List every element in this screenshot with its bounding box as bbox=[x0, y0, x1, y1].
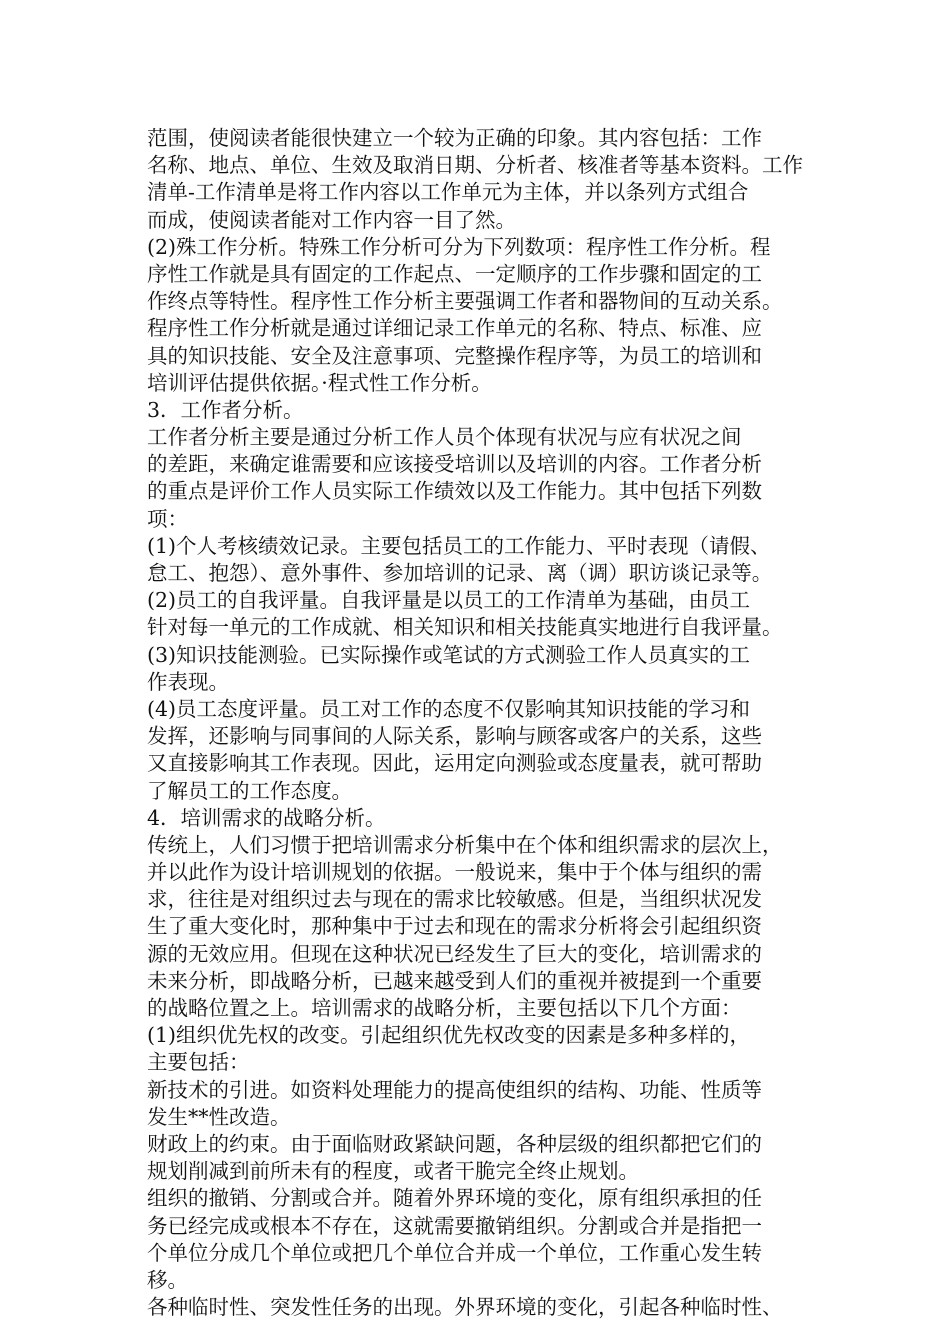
text-line: (3)知识技能测验。已实际操作或笔试的方式测验工作人员真实的工 bbox=[147, 642, 751, 667]
text-line: 又直接影响其工作表现。因此，运用定向测验或态度量表，就可帮助 bbox=[147, 751, 762, 776]
text-line: 工作者分析主要是通过分析工作人员个体现有状况与应有状况之间 bbox=[147, 425, 742, 450]
text-line: 移。 bbox=[147, 1267, 188, 1292]
text-line: 组织的撤销、分割或合并。随着外界环境的变化，原有组织承担的任 bbox=[147, 1186, 762, 1211]
text-line: (1)组织优先权的改变。引起组织优先权改变的因素是多种多样的， bbox=[147, 1023, 751, 1048]
text-line: 项： bbox=[147, 506, 188, 531]
text-line: 发挥，还影响与同事间的人际关系，影响与顾客或客户的关系，这些 bbox=[147, 724, 762, 749]
text-line: 务已经完成或根本不存在，这就需要撤销组织。分割或合并是指把一 bbox=[147, 1213, 762, 1238]
text-line: 而成，使阅读者能对工作内容一目了然。 bbox=[147, 207, 516, 232]
text-line: 具的知识技能、安全及注意事项、完整操作程序等，为员工的培训和 bbox=[147, 343, 762, 368]
text-line: 的差距，来确定谁需要和应该接受培训以及培训的内容。工作者分析 bbox=[147, 452, 762, 477]
text-line: 并以此作为设计培训规划的依据。一般说来，集中于个体与组织的需 bbox=[147, 860, 762, 885]
text-line: 规划削减到前所未有的程度，或者干脆完全终止规划。 bbox=[147, 1159, 639, 1184]
text-line: 了解员工的工作态度。 bbox=[147, 778, 352, 803]
text-line: 名称、地点、单位、生效及取消日期、分析者、核准者等基本资料。工作 bbox=[147, 153, 803, 178]
text-line: 未来分析，即战略分析，已越来越受到人们的重视并被提到一个重要 bbox=[147, 968, 762, 993]
text-line: (2)员工的自我评量。自我评量是以员工的工作清单为基础，由员工 bbox=[147, 588, 751, 613]
text-line: 作表现。 bbox=[147, 669, 229, 694]
text-line: 怠工、抱怨）、意外事件、参加培训的记录、离（调）职访谈记录等。 bbox=[147, 561, 773, 585]
text-line: 各种临时性、突发性任务的出现。外界环境的变化，引起各种临时性、 bbox=[147, 1295, 783, 1320]
text-line: 作终点等特性。程序性工作分析主要强调工作者和器物间的互动关系。 bbox=[147, 289, 783, 314]
text-line: (2)殊工作分析。特殊工作分析可分为下列数项：程序性工作分析。程 bbox=[147, 234, 771, 259]
text-line: 生了重大变化时，那种集中于过去和现在的需求分析将会引起组织资 bbox=[147, 914, 762, 939]
text-line: (4)员工态度评量。员工对工作的态度不仅影响其知识技能的学习和 bbox=[147, 696, 751, 721]
text-line: 清单-工作清单是将工作内容以工作单元为主体，并以条列方式组合 bbox=[147, 180, 749, 205]
text-line: (1)个人考核绩效记录。主要包括员工的工作能力、平时表现（请假、 bbox=[147, 533, 771, 558]
text-line: 财政上的约束。由于面临财政紧缺问题，各种层级的组织都把它们的 bbox=[147, 1131, 762, 1156]
text-line: 传统上，人们习惯于把培训需求分析集中在个体和组织需求的层次上， bbox=[147, 832, 783, 857]
text-line: 4．培训需求的战略分析。 bbox=[147, 805, 386, 830]
text-line: 范围，使阅读者能很快建立一个较为正确的印象。其内容包括：工作 bbox=[147, 126, 762, 150]
text-line: 的战略位置之上。培训需求的战略分析，主要包括以下几个方面： bbox=[147, 996, 742, 1020]
text-line: 主要包括： bbox=[147, 1050, 250, 1075]
text-line: 新技术的引进。如资料处理能力的提高使组织的结构、功能、性质等 bbox=[147, 1077, 762, 1102]
text-line: 3．工作者分析。 bbox=[147, 397, 304, 422]
document-body bbox=[147, 125, 810, 1321]
text-line: 程序性工作分析就是通过详细记录工作单元的名称、特点、标准、应 bbox=[147, 316, 762, 341]
text-line: 培训评估提供依据。·程式性工作分析。 bbox=[147, 370, 492, 395]
text-line: 源的无效应用。但现在这种状况已经发生了巨大的变化，培训需求的 bbox=[147, 941, 762, 966]
text-line: 的重点是评价工作人员实际工作绩效以及工作能力。其中包括下列数 bbox=[147, 479, 762, 504]
text-line: 序性工作就是具有固定的工作起点、一定顺序的工作步骤和固定的工 bbox=[147, 261, 762, 286]
text-line: 发生**性改造。 bbox=[147, 1104, 291, 1129]
text-line: 个单位分成几个单位或把几个单位合并成一个单位，工作重心发生转 bbox=[147, 1240, 762, 1265]
text-line: 针对每一单元的工作成就、相关知识和相关技能真实地进行自我评量。 bbox=[147, 615, 783, 640]
text-line: 求，往往是对组织过去与现在的需求比较敏感。但是，当组织状况发 bbox=[147, 887, 762, 912]
